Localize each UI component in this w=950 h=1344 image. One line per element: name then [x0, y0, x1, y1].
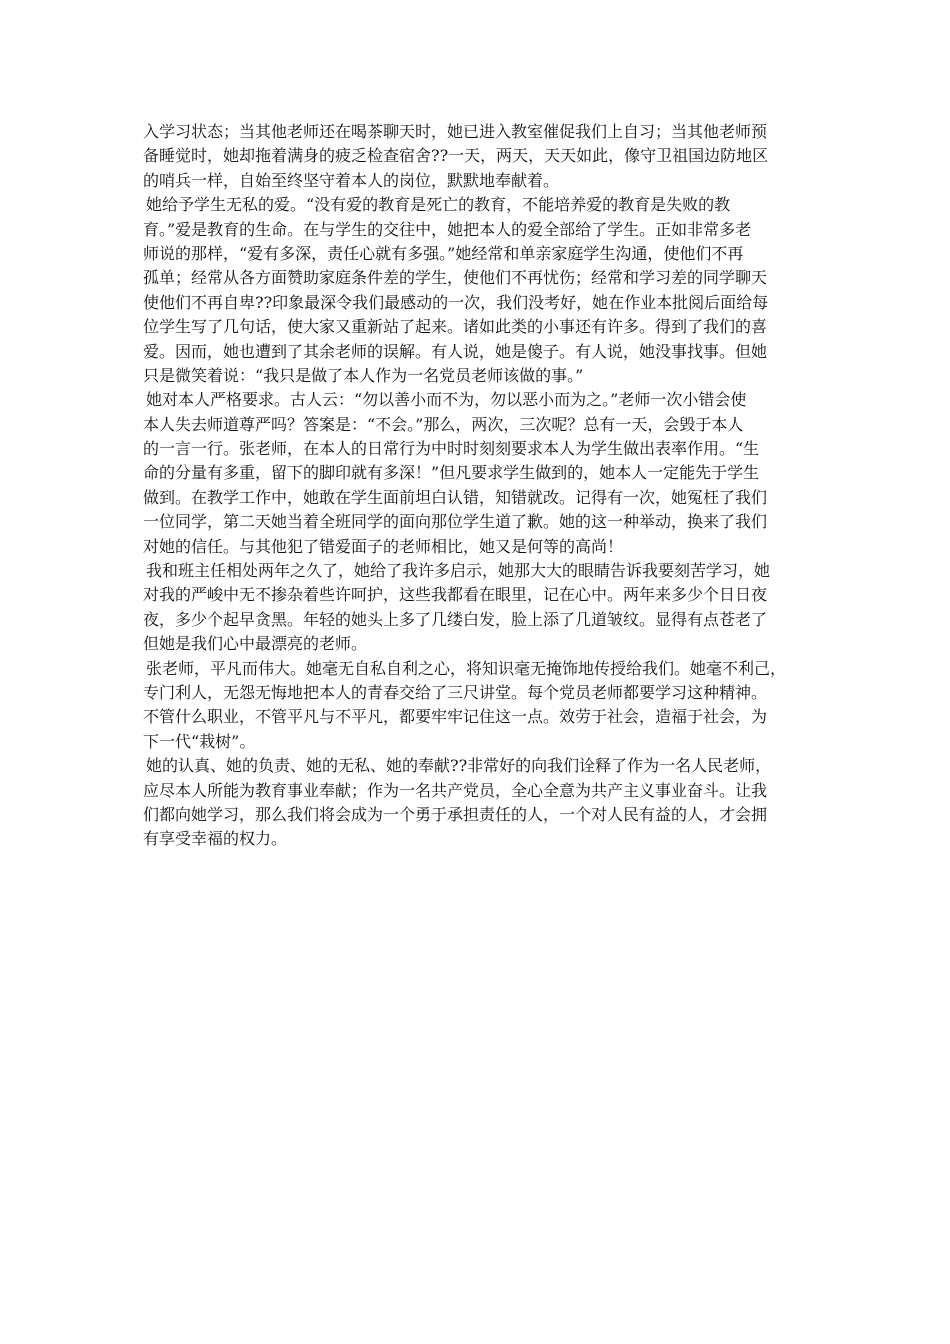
text-line: 命的分量有多重，留下的脚印就有多深！”但凡要求学生做到的，她本人一定能先于学生 [143, 463, 760, 483]
text-line: 位学生写了几句话，使大家又重新站了起来。诸如此类的小事还有许多。得到了我们的喜 [143, 317, 768, 337]
text-line: 爱。因而，她也遭到了其余老师的误解。有人说，她是傻子。有人说，她没事找事。但她 [143, 341, 768, 361]
text-line: 但她是我们心中最漂亮的老师。 [143, 634, 368, 654]
text-line: 入学习状态；当其他老师还在喝茶聊天时，她已进入教室催促我们上自习；当其他老师预 [143, 122, 768, 141]
paragraph-start-line: 张老师，平凡而伟大。她毫无自私自利之心，将知识毫无掩饰地传授给我们。她毫不利己， [146, 658, 787, 678]
text-line: 师说的那样，“爱有多深，责任心就有多强。”她经常和单亲家庭学生沟通，使他们不再 [143, 243, 744, 263]
paragraph-start-line: 她的认真、她的负责、她的无私、她的奉献??非常好的向我们诠释了作为一名人民老师， [146, 756, 772, 776]
text-line: 使他们不再自卑??印象最深令我们最感动的一次，我们没考好，她在作业本批阅后面给每 [143, 292, 769, 312]
text-line: 对她的信任。与其他犯了错爱面子的老师相比，她又是何等的高尚！ [143, 536, 624, 556]
document-body [143, 120, 819, 852]
paragraph-start-line: 我和班主任相处两年之久了，她给了我许多启示，她那大大的眼睛告诉我要刻苦学习，她 [146, 561, 771, 581]
text-line: 们都向她学习，那么我们将会成为一个勇于承担责任的人，一个对人民有益的人，才会拥 [143, 804, 768, 824]
text-line: 育。”爱是教育的生命。在与学生的交往中，她把本人的爱全部给了学生。正如非常多老 [143, 219, 752, 239]
text-line: 做到。在教学工作中，她敢在学生面前坦白认错，知错就改。记得有一次，她冤枉了我们 [143, 487, 768, 507]
text-line: 的哨兵一样，自始至终坚守着本人的岗位，默默地奉献着。 [143, 170, 560, 190]
text-line: 备睡觉时，她却拖着满身的疲乏检查宿舍??一天，两天，天天如此，像守卫祖国边防地区 [143, 146, 769, 166]
text-line: 下一代“栽树”。 [143, 731, 256, 751]
text-line: 应尽本人所能为教育事业奉献；作为一名共产党员，全心全意为共产主义事业奋斗。让我 [143, 780, 768, 800]
text-line: 孤单；经常从各方面赞助家庭条件差的学生，使他们不再忧伤；经常和学习差的同学聊天 [143, 268, 768, 288]
text-line: 对我的严峻中无不掺杂着些许呵护，这些我都看在眼里，记在心中。两年来多少个日日夜 [143, 585, 768, 605]
text-line: 不管什么职业，不管平凡与不平凡，都要牢牢记住这一点。效劳于社会，造福于社会，为 [143, 707, 768, 727]
text-line: 只是微笑着说：“我只是做了本人作为一名党员老师该做的事。” [143, 365, 584, 385]
text-line: 夜，多少个起早贪黑。年轻的她头上多了几缕白发，脸上添了几道皱纹。显得有点苍老了 [143, 609, 768, 629]
text-line: 一位同学，第二天她当着全班同学的面向那位学生道了歉。她的这一种举动，换来了我们 [143, 512, 768, 532]
text-line: 本人失去师道尊严吗？答案是：“不会。”那么，两次，三次呢？总有一天，会毁于本人 [143, 414, 744, 434]
paragraph-start-line: 她给予学生无私的爱。“没有爱的教育是死亡的教育，不能培养爱的教育是失败的教 [146, 195, 731, 215]
text-line: 的一言一行。张老师，在本人的日常行为中时时刻刻要求本人为学生做出表率作用。“生 [143, 439, 760, 459]
text-line: 有享受幸福的权力。 [143, 829, 288, 849]
paragraph-start-line: 她对本人严格要求。古人云：“勿以善小而不为，勿以恶小而为之。”老师一次小错会使 [146, 390, 747, 410]
text-line: 专门利人，无怨无悔地把本人的青春交给了三尺讲堂。每个党员老师都要学习这种精神。 [143, 682, 768, 702]
